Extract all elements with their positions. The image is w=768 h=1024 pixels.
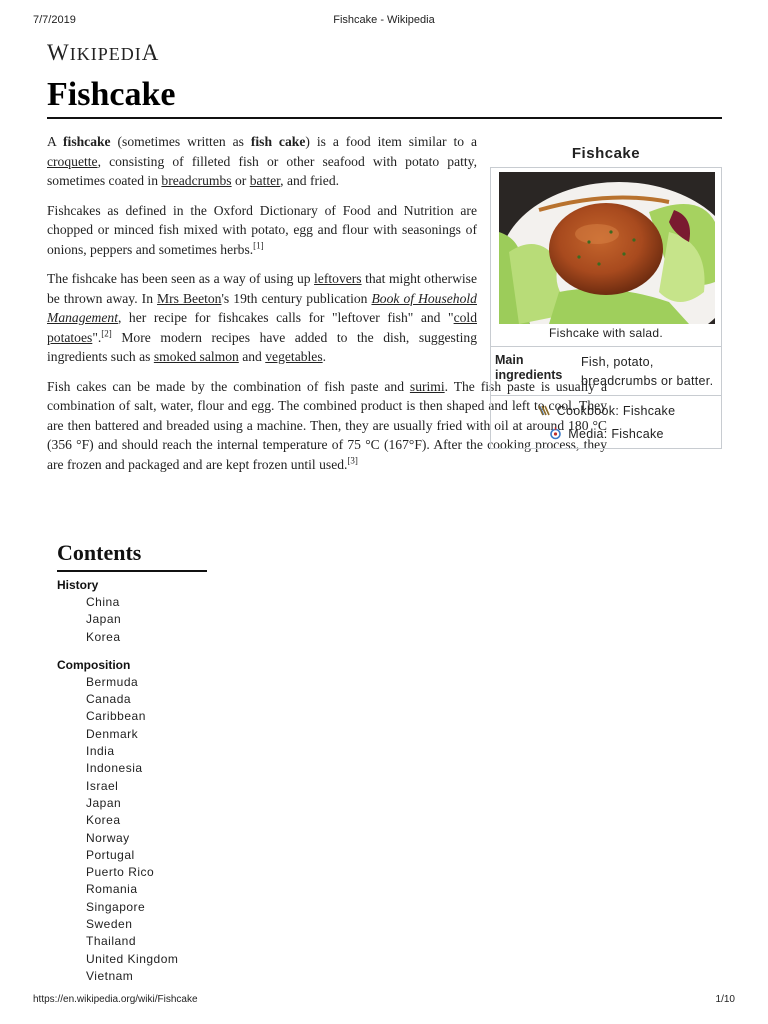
toc-item[interactable]: Korea [86, 813, 121, 828]
paragraph-history [47, 269, 477, 367]
reference-3[interactable]: [3] [347, 454, 358, 465]
print-url: https://en.wikipedia.org/wiki/Fishcake [33, 994, 198, 1005]
infobox-title: Fishcake [571, 145, 641, 162]
reference-2[interactable]: [2] [101, 327, 112, 338]
text: More modern recipes have added to the dish, suggesting ingredients such as [47, 329, 477, 364]
page-title: Fishcake [47, 76, 176, 113]
text: 's 19th century publication [221, 290, 372, 306]
infobox [490, 141, 722, 449]
toc-item[interactable]: Israel [86, 778, 119, 793]
toc-item[interactable]: Caribbean [86, 709, 146, 724]
wikibooks-icon [537, 403, 552, 418]
fishcake-photo[interactable] [499, 172, 715, 324]
paragraph-intro [47, 132, 477, 191]
print-tab-title: Fishcake - Wikipedia [333, 14, 435, 26]
text: The fishcake has been seen as a way of using up [47, 271, 315, 286]
contents-title: Contents [57, 540, 207, 572]
toc-item[interactable]: Japan [86, 612, 122, 627]
text: , her recipe for fishcakes calls for "leftover fish" and " [117, 310, 454, 325]
toc-item[interactable]: Bermuda [86, 674, 139, 689]
reference-1[interactable]: [1] [253, 239, 264, 250]
media-link[interactable] [491, 422, 721, 445]
text: . [322, 349, 327, 364]
toc-item[interactable]: Norway [86, 830, 130, 845]
text: . The fish paste is usually a combination of salt, water, flour and egg. The combined product is then shaped and left to cool. They are then battered and breaded using a machine. Then, they are usually fried with oil at around 180 °C (356 °F) and should reach the internal temperature of 75 °C (167°F). After the cooking process, they are frozen and packaged and are kept frozen until used. [47, 378, 607, 472]
media-link-label: Media: Fishcake [568, 426, 664, 441]
wordmark-initial: W [47, 40, 70, 65]
wordmark-middle: IKIPEDI [69, 44, 142, 64]
main-ingredients-value: Fish, potato, breadcrumbs or batter. [581, 355, 714, 388]
link-book-of-household-management[interactable]: Book of Household Management [47, 290, 477, 325]
link-leftovers[interactable]: leftovers [314, 271, 362, 286]
text: ". [92, 329, 102, 345]
toc-item[interactable]: United Kingdom [86, 951, 179, 966]
text: or [231, 173, 250, 188]
link-mrs-beeton[interactable]: Mrs Beeton [157, 290, 222, 306]
text: that might otherwise be thrown away. In [47, 271, 477, 306]
toc-item[interactable]: Canada [86, 692, 132, 707]
text: Fish cakes can be made by the combination of fish paste and [47, 378, 410, 394]
print-footer [33, 994, 735, 1008]
toc-item[interactable]: China [86, 595, 120, 609]
toc-item[interactable]: Japan [86, 795, 122, 810]
cookbook-link[interactable] [491, 399, 721, 422]
toc-item[interactable]: Korea [86, 629, 121, 644]
print-header [33, 14, 735, 28]
toc-item[interactable]: Indonesia [86, 761, 143, 776]
link-smoked-salmon[interactable]: smoked salmon [153, 349, 239, 364]
toc-section[interactable]: History [57, 578, 99, 592]
toc-section[interactable]: Composition [57, 657, 131, 672]
print-date: 7/7/2019 [33, 14, 76, 26]
text: Fishcakes as defined in the Oxford Dictionary of Food and Nutrition are chopped or minced fish mixed with potato, egg and flour with seasonings of onions, peppers and sometimes herbs. [47, 202, 477, 257]
link-surimi[interactable]: surimi [409, 378, 445, 394]
text: and [238, 349, 266, 364]
cookbook-link-label: Cookbook: Fishcake [556, 403, 676, 418]
print-page-number: 1/10 [715, 994, 735, 1005]
link-cold-potatoes[interactable]: cold potatoes [47, 310, 477, 345]
title-divider [47, 117, 722, 119]
table-of-contents [57, 540, 207, 985]
toc-item[interactable]: India [86, 744, 115, 759]
wordmark-final: A [141, 40, 160, 65]
link-croquette[interactable]: croquette [47, 153, 98, 169]
toc-item[interactable]: Thailand [86, 934, 137, 949]
text: A [47, 134, 64, 149]
link-batter[interactable]: batter [249, 173, 281, 188]
text: (sometimes written as [110, 134, 251, 149]
toc-item[interactable]: Romania [86, 882, 138, 897]
toc-item[interactable]: Portugal [86, 847, 135, 862]
bold-term: fishcake [63, 134, 111, 149]
text: , and fried. [280, 173, 340, 188]
toc-item[interactable]: Puerto Rico [86, 865, 155, 880]
link-vegetables[interactable]: vegetables [265, 349, 323, 364]
infobox-row-main-ingredients [491, 347, 721, 396]
commons-icon [548, 426, 563, 441]
text: ) is a food item similar to a [305, 134, 477, 149]
toc-item[interactable]: Vietnam [86, 968, 134, 983]
wikipedia-wordmark[interactable] [47, 40, 159, 66]
main-ingredients-label: Main ingredients [495, 353, 563, 382]
toc-item[interactable]: Denmark [86, 726, 139, 741]
bold-term: fish cake [250, 134, 306, 149]
text: , consisting of filleted fish or other seafood with potato patty, sometimes coated in [47, 153, 477, 188]
link-breadcrumbs[interactable]: breadcrumbs [161, 173, 232, 188]
infobox-caption: Fishcake with salad. [491, 324, 721, 347]
toc-item[interactable]: Sweden [86, 917, 133, 932]
paragraph-definition [47, 201, 477, 260]
toc-item[interactable]: Singapore [86, 899, 146, 914]
infobox-frame [490, 167, 722, 449]
toc-list [57, 578, 207, 985]
